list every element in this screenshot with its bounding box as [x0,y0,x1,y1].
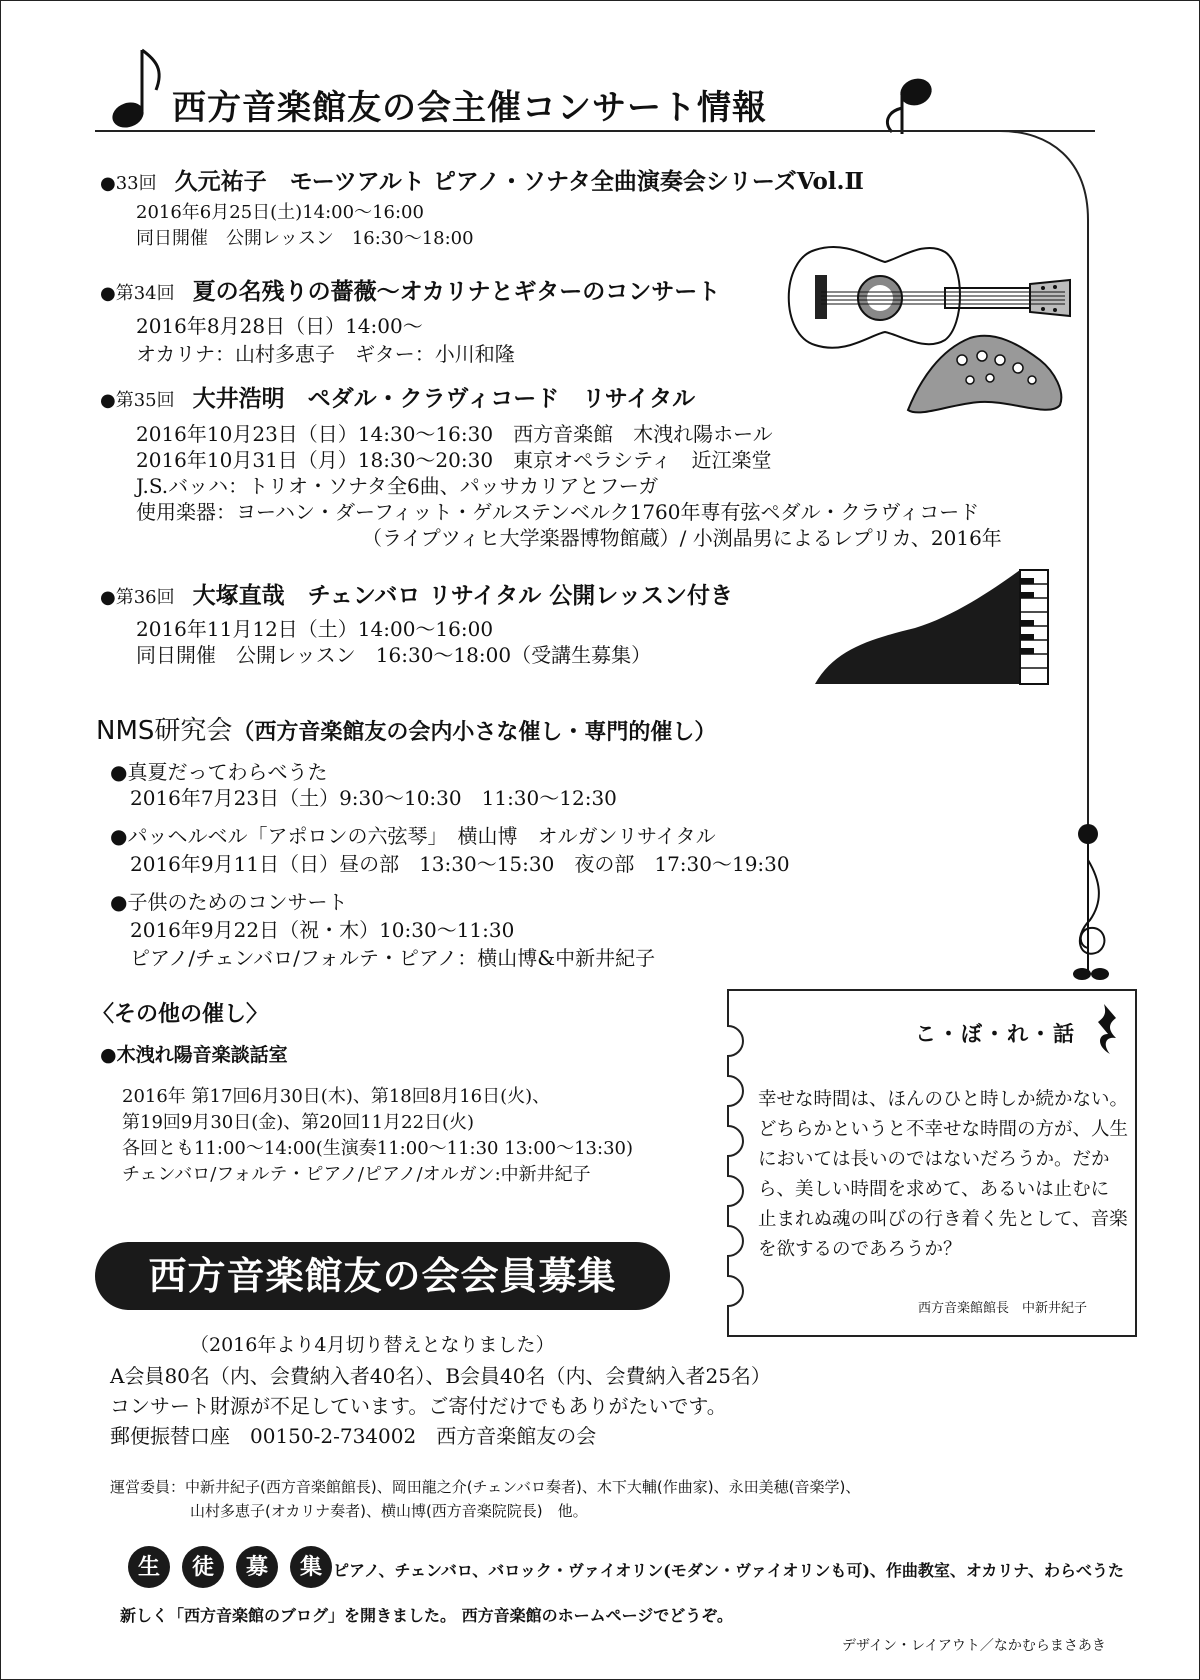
eighth-note-icon [880,68,940,138]
essay-line-2: どちらかというと不幸せな時間の方が、人生 [758,1119,1129,1140]
concert-number: ●第36回 [100,587,175,608]
badge: 徒 [182,1546,224,1588]
badge: 生 [128,1546,170,1588]
concert-35-title [100,380,695,413]
nms-subtitle: （西方音楽館友の会内小さな催し・専門的催し） [232,719,717,745]
membership-fees: A会員80名（内、会費納入者40名）、B会員40名（内、会費納入者25名） [110,1364,771,1388]
badge: 募 [236,1546,278,1588]
nms-item-3-date: 2016年9月22日（祝・木）10:30〜11:30 [130,918,515,942]
essay-line-1: 幸せな時間は、ほんのひと時しか続かない。 [758,1089,1129,1110]
concert-36-title [100,577,733,610]
page-title: 西方音楽館友の会主催コンサート情報 [172,88,767,128]
concert-name: 久元祐子 モーツアルト ピアノ・ソナタ全曲演奏会シリーズVol.Ⅱ [174,168,864,195]
nms-heading [96,710,716,747]
concert-35-date-1: 2016年10月23日（日）14:30〜16:30 西方音楽館 木洩れ陽ホール [136,422,773,446]
students-courses: ピアノ、チェンバロ、バロック・ヴァイオリン(モダン・ヴァイオリンも可)、作曲教室、オカリナ、わらべうた [333,1561,1124,1580]
concert-36-date: 2016年11月12日（土）14:00〜16:00 [136,617,494,641]
essay-line-5: 止まれぬ魂の叫びの行き着く先として、音楽 [758,1209,1128,1230]
treble-clef-icon [1060,820,1120,980]
concert-33-lesson: 同日開催 公開レッスン 16:30〜18:00 [136,228,474,249]
essay-line-4: ら、美しい時間を求めて、あるいは止むに [758,1179,1110,1200]
nms-title: NMS研究会 [96,716,233,746]
concert-number: ●33回 [100,173,157,194]
quarter-rest-icon [1094,1002,1124,1057]
other-line-3: 各回とも11:00〜14:00(生演奏11:00〜11:30 13:00〜13:30) [122,1138,634,1159]
nms-item-3-performers: ピアノ/チェンバロ/フォルテ・ピアノ：横山博&中新井紀子 [130,946,656,970]
essay-signature: 西方音楽館館長 中新井紀子 [918,1301,1088,1316]
membership-note: （2016年より4月切り替えとなりました） [190,1334,555,1356]
blog-notice: 新しく「西方音楽館のブログ」を開きました。 西方音楽館のホームページでどうぞ。 [120,1606,733,1625]
committee-line-2: 山村多恵子(オカリナ奏者)、横山博(西方音楽院院長) 他。 [190,1502,588,1520]
nms-item-3-title: ●子供のためのコンサート [110,890,348,914]
nms-item-1-date: 2016年7月23日（土）9:30〜10:30 11:30〜12:30 [130,786,617,810]
essay-line-6: を欲するのであろうか？ [758,1239,962,1260]
concert-35-instrument: 使用楽器：ヨーハン・ダーフィット・ゲルステンベルク1760年専有弦ペダル・クラヴィコード [136,500,980,524]
students-badges [128,1546,344,1588]
concert-34-date: 2016年8月28日（日）14:00〜 [136,314,423,338]
concert-36-lesson: 同日開催 公開レッスン 16:30〜18:00（受講生募集） [136,643,652,667]
concert-name: 大塚直哉 チェンバロ リサイタル 公開レッスン付き [192,582,734,609]
concert-number: ●第35回 [100,390,175,411]
concert-33-title [100,163,864,196]
concert-number: ●第34回 [100,283,175,304]
committee-line-1: 運営委員：中新井紀子(西方音楽館館長)、岡田龍之介(チェンバロ奏者)、木下大輔(作曲家)、永田美穂(音楽学)、 [110,1478,861,1496]
concert-name: 大井浩明 ペダル・クラヴィコード リサイタル [192,385,696,412]
essay-title: こ・ぼ・れ・話 [915,1021,1076,1046]
badge: 集 [290,1546,332,1588]
nms-item-2-date: 2016年9月11日（日）昼の部 13:30〜15:30 夜の部 17:30〜19:30 [130,852,790,876]
concert-34-title [100,273,720,306]
ocarina-icon [900,330,1070,420]
essay-line-3: においては長いのではないだろうか。だか [758,1149,1110,1170]
design-credit: デザイン・レイアウト／なかむらまさあき [842,1638,1106,1654]
nms-item-2-title: ●パッヘルベル「アポロンの六弦琴」 横山博 オルガンリサイタル [110,824,716,848]
membership-donation: コンサート財源が不足しています。ご寄付だけでもありがたいです。 [110,1394,727,1418]
nms-item-1-title: ●真夏だってわらべうた [110,760,328,784]
concert-34-performers: オカリナ：山村多恵子 ギター：小川和隆 [136,342,515,366]
harpsichord-icon [815,568,1050,686]
concert-33-date: 2016年6月25日(土)14:00〜16:00 [136,202,424,223]
membership-postal-account: 郵便振替口座 00150-2-734002 西方音楽館友の会 [110,1424,597,1448]
eighth-note-icon [108,45,168,135]
other-line-1: 2016年 第17回6月30日(木)、第18回8月16日(火)、 [122,1086,551,1107]
concert-35-instrument-note: （ライプツィヒ大学楽器博物館蔵）/ 小渕晶男によるレプリカ、2016年 [362,526,1002,550]
other-line-2: 第19回9月30日(金)、第20回11月22日(火) [122,1112,475,1133]
other-heading: 〈その他の催し〉 [92,1002,269,1027]
header-rule [95,130,1095,132]
membership-heading: 西方音楽館友の会会員募集 [95,1242,670,1310]
concert-35-program: J.S.バッハ：トリオ・ソナタ全6曲、パッサカリアとフーガ [136,474,659,498]
concert-35-date-2: 2016年10月31日（月）18:30〜20:30 東京オペラシティ 近江楽堂 [136,448,772,472]
other-line-4: チェンバロ/フォルテ・ピアノ/ピアノ/オルガン:中新井紀子 [122,1164,591,1185]
other-item-title: ●木洩れ陽音楽談話室 [100,1044,288,1066]
concert-name: 夏の名残りの薔薇〜オカリナとギターのコンサート [192,278,721,305]
